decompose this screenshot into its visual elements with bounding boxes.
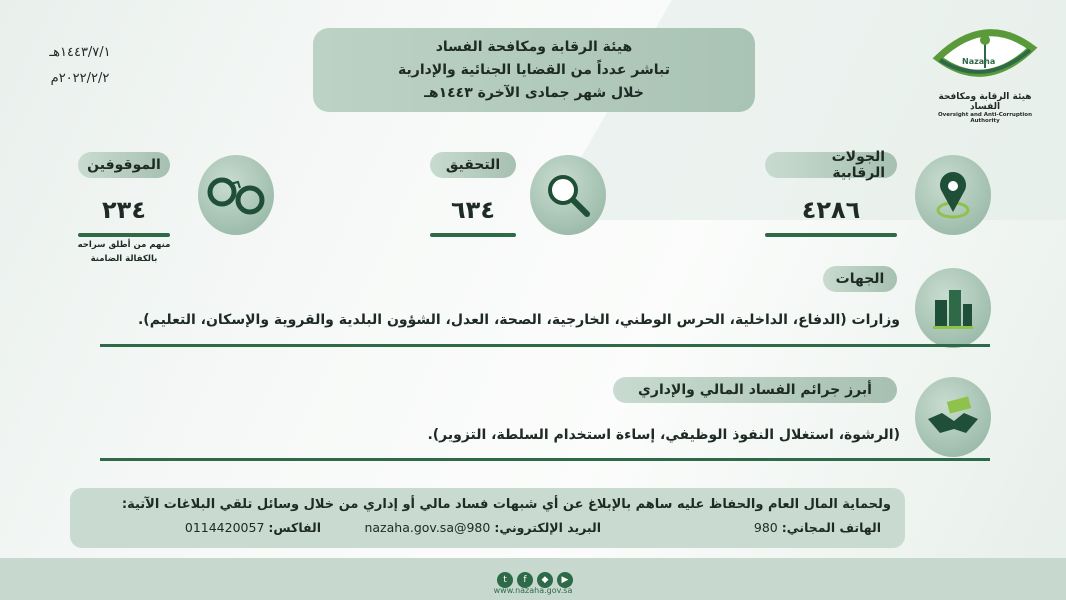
title-line: خلال شهر جمادى الآخرة ١٤٤٣هـ	[424, 84, 644, 101]
footer	[0, 558, 1066, 600]
logo-name-en: Oversight and Anti-Corruption Authority	[937, 112, 1032, 124]
buildings-icon	[915, 268, 991, 348]
crimes-text: (الرشوة، استغلال النفوذ الوظيفي، إساءة استخدام السلطة، التزوير).	[427, 427, 900, 443]
logo-en-text: Nazaha	[962, 57, 996, 66]
nazaha-logo	[925, 18, 1045, 124]
divider	[100, 344, 990, 347]
entities-label: الجهات	[823, 266, 897, 292]
note-line: منهم من أطلق سراحه	[77, 240, 171, 250]
magnifier-icon	[530, 155, 606, 235]
divider	[430, 233, 516, 237]
email-value[interactable]: 980@nazaha.gov.sa	[364, 520, 491, 535]
note-line: بالكفالة الضامنة	[90, 254, 158, 264]
map-pin-icon	[915, 155, 991, 235]
website-link[interactable]: www.nazaha.gov.sa	[493, 586, 573, 595]
logo-name-ar: هيئة الرقابة ومكافحة الفساد	[938, 92, 1032, 112]
title-line: هيئة الرقابة ومكافحة الفساد	[435, 38, 633, 55]
fax-label: الفاكس:	[268, 520, 321, 535]
contact-intro: ولحماية المال العام والحفاظ عليه ساهم بالإبلاغ عن أي شبهات فساد مالي أو إداري من خلال وسائل تلقي البلاغات الآتية:	[121, 497, 891, 512]
divider	[78, 233, 170, 237]
snapchat-icon[interactable]: ◆	[537, 572, 553, 588]
divider	[100, 458, 990, 461]
handcuffs-icon	[198, 155, 274, 235]
date-block	[30, 40, 130, 92]
stat-value-detained: ٢٣٤	[102, 196, 146, 224]
youtube-icon[interactable]: ▶	[557, 572, 573, 588]
phone-value[interactable]: 980	[753, 520, 778, 535]
nazaha-eye-icon	[930, 18, 1040, 88]
entities-text: وزارات (الدفاع، الداخلية، الحرس الوطني، الخارجية، الصحة، العدل، الشؤون البلدية والقروية والإسكان، التعليم).	[137, 312, 900, 328]
title-line: تباشر عدداً من القضايا الجنائية والإدارية	[398, 61, 670, 78]
stat-value-investigation: ٦٣٤	[451, 196, 495, 224]
detained-note	[60, 238, 188, 266]
stat-label-detained: الموقوفين	[78, 152, 170, 178]
stat-label-patrols: الجولات الرقابية	[765, 152, 897, 178]
date-gregorian: ٢٠٢٢/٢/٢م	[50, 71, 110, 86]
title-banner	[313, 28, 755, 112]
phone-label: الهاتف المجاني:	[781, 520, 881, 535]
date-hijri: ١٤٤٣/٧/١هـ	[49, 45, 111, 60]
handshake-money-icon	[915, 377, 991, 457]
facebook-icon[interactable]: f	[517, 572, 533, 588]
twitter-icon[interactable]: t	[497, 572, 513, 588]
divider	[765, 233, 897, 237]
fax-value[interactable]: 0114420057	[184, 520, 265, 535]
crimes-label: أبرز جرائم الفساد المالي والإداري	[613, 377, 897, 403]
email-label: البريد الإلكتروني:	[494, 520, 601, 535]
stat-value-patrols: ٤٢٨٦	[801, 196, 861, 224]
contact-box	[70, 488, 905, 548]
stat-label-investigation: التحقيق	[430, 152, 516, 178]
